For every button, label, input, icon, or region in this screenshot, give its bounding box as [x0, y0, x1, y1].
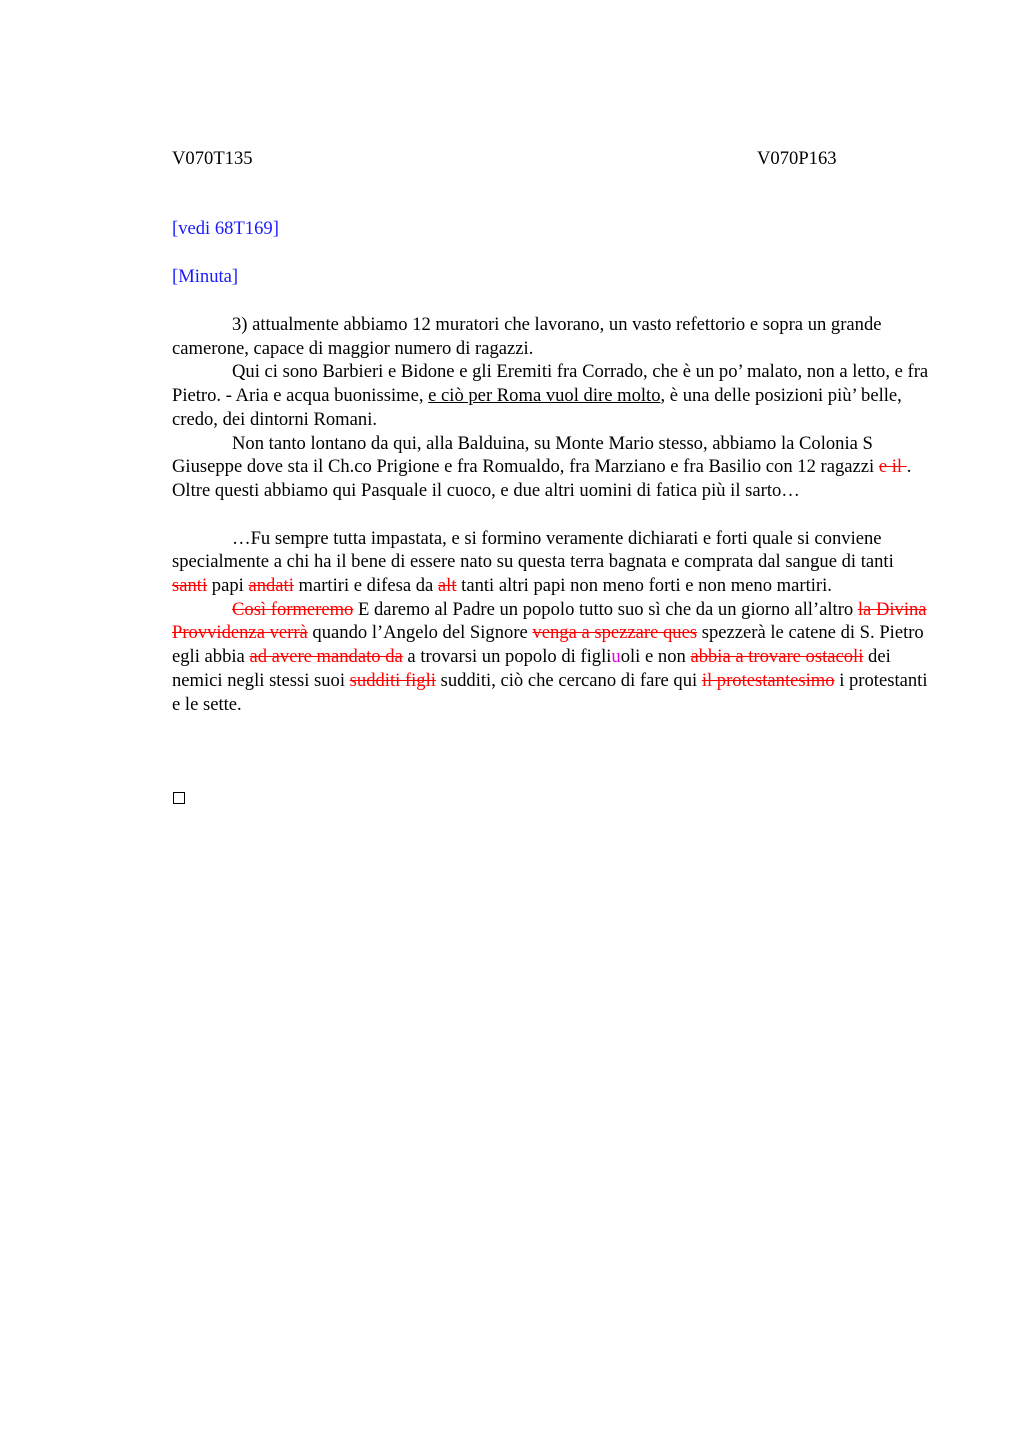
paragraph-text: sudditi, ciò che cercano di fare qui: [435, 669, 702, 691]
paragraph-text: 3) attualmente abbiamo 12 muratori che lavorano, un vasto refettorio e sopra un grande camerone, capace di maggior numero di ragazzi.: [172, 314, 882, 359]
paragraph-text: . Oltre questi abbiamo qui Pasquale il cuoco, e due altri uomini di fatica più il sarto…: [172, 456, 912, 501]
see-also-note: [vedi 68T169]: [172, 218, 279, 239]
empty-square-icon: [173, 792, 185, 804]
paragraph-text: …Fu sempre tutta impastata, e si formino veramente dichiarati e forti quale si conviene specialmente a chi ha il bene di essere nato su questa terra bagnata e comprata dal sangue di tanti: [172, 527, 894, 573]
paragraph-text: Qui ci sono Barbieri e Bidone e gli Eremiti fra Corrado, che è un po’ malato, non a letto, e fra Pietro. - Aria e acqua buonissime,: [172, 361, 929, 407]
paragraph-4: [172, 527, 932, 598]
document-code-right: V070P163: [757, 148, 837, 169]
deleted-text: Così formeremo: [232, 598, 354, 620]
deleted-text: venga a spezzare ques: [532, 622, 698, 644]
inserted-text: u: [611, 646, 621, 668]
paragraph-text: papi: [207, 575, 249, 597]
deleted-text: sudditi figli: [349, 669, 436, 691]
paragraph-text: spezzerà le catene di S. Pietro egli abbia: [172, 622, 924, 668]
document-code-left: V070T135: [172, 148, 253, 169]
paragraph-5: [172, 598, 932, 717]
paragraph-text: martiri e difesa da: [293, 575, 438, 597]
paragraph-gap: [172, 503, 932, 527]
deleted-text: ad avere mandato da: [249, 646, 403, 668]
paragraph-text: , è una delle posizioni più’ belle, credo, dei dintorni Romani.: [172, 385, 902, 430]
letter-body: [172, 313, 932, 716]
paragraph-text: dei nemici negli stessi suoi: [172, 646, 891, 691]
paragraph-text: a trovarsi un popolo di figli: [402, 646, 612, 668]
paragraph-text: oli e non: [620, 646, 691, 668]
paragraph-text: i protestanti e le sette.: [172, 669, 928, 715]
paragraph-3: [172, 432, 932, 503]
underlined-text: e ciò per Roma vuol dire molto: [428, 385, 661, 407]
deleted-text: alt: [437, 575, 457, 597]
deleted-text: abbia a trovare ostacoli: [690, 646, 864, 668]
paragraph-text: Non tanto lontano da qui, alla Balduina, su Monte Mario stesso, abbiamo la Colonia S Giuseppe dove sta il Ch.co Prigione e fra Romualdo, fra Marziano e fra Basilio con 12 ragazzi: [172, 432, 879, 478]
deleted-text: e il: [878, 456, 907, 478]
deleted-text: andati: [248, 575, 294, 597]
paragraph-1: [172, 313, 932, 360]
paragraph-text: tanti altri papi non meno forti e non meno martiri.: [456, 575, 832, 597]
paragraph-text: quando l’Angelo del Signore: [307, 622, 533, 644]
deleted-text: il protestantesimo: [701, 669, 835, 691]
paragraph-2: [172, 360, 932, 431]
draft-note: [Minuta]: [172, 266, 239, 287]
deleted-text: santi: [172, 575, 208, 597]
deleted-text: la Divina Provvidenza verrà: [172, 598, 927, 644]
paragraph-text: E daremo al Padre un popolo tutto suo sì che da un giorno all’altro: [353, 598, 858, 620]
